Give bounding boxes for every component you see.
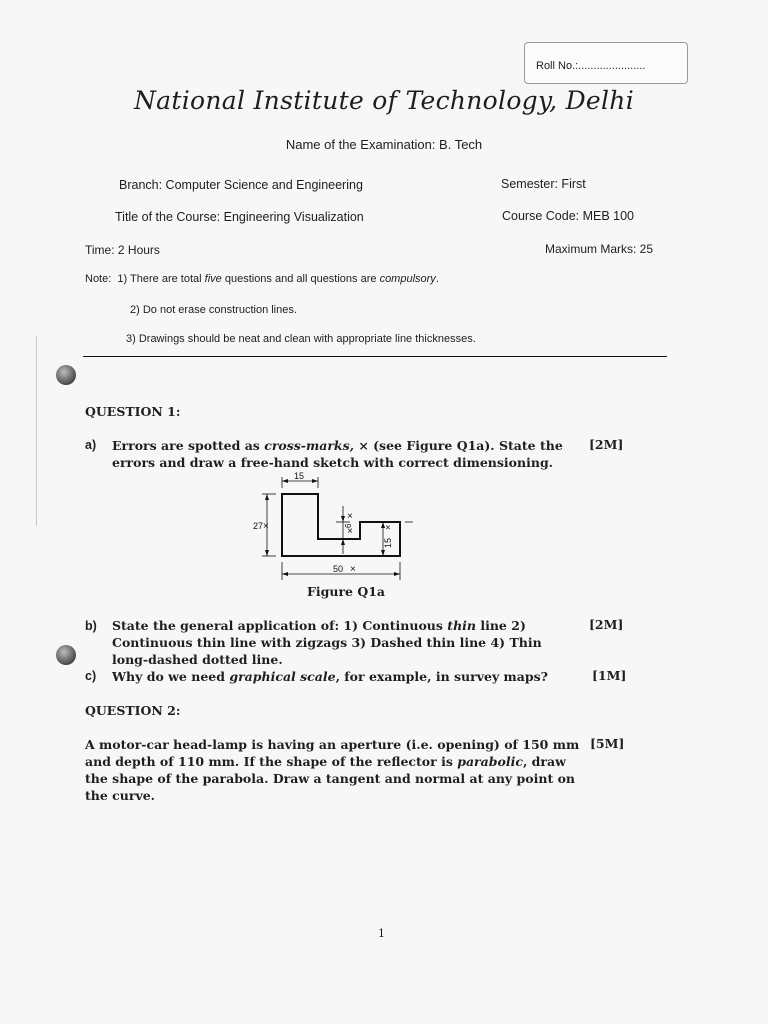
q1c-text-2: , for example, in survey maps? xyxy=(335,669,548,684)
q2-text xyxy=(85,736,580,804)
semester: Semester: First xyxy=(501,177,586,191)
q2-parabolic: parabolic xyxy=(457,754,523,769)
q1a-text-2: × (see Figure Q1a). State the errors and draw a free-hand sketch with correct dimensioning. xyxy=(112,438,563,470)
q1c-text xyxy=(112,668,580,685)
q1c-graphical-scale: graphical scale xyxy=(229,669,336,684)
q1b-text xyxy=(112,617,580,668)
note-1-text: 1) There are total xyxy=(117,273,205,285)
page-number: 1 xyxy=(378,927,385,940)
max-marks: Maximum Marks: 25 xyxy=(545,242,654,256)
note-1 xyxy=(85,273,439,285)
course-code: Course Code: MEB 100 xyxy=(502,209,635,223)
note-1-text-2: questions and all questions are xyxy=(221,273,380,285)
q1b-text-2: line 2) Continuous thin line with zigzags 3) Dashed thin line 4) Thin long-dashed dotted line. xyxy=(112,618,542,667)
q1b-marks: [2M] xyxy=(589,617,624,632)
q1a-text-1: Errors are spotted as xyxy=(112,438,265,453)
cross-mark-inner-top: × xyxy=(347,511,353,522)
q1a-cross-marks: cross-marks, xyxy=(264,438,354,453)
roll-number-box xyxy=(524,42,688,84)
q1b-label: b) xyxy=(85,619,97,633)
dim-bottom-label: 50 xyxy=(333,564,344,574)
roll-number-label: Roll No.:...................... xyxy=(536,60,646,72)
margin-line xyxy=(36,336,37,526)
note-1-compulsory: compulsory xyxy=(379,273,436,285)
note-2: 2) Do not erase construction lines. xyxy=(130,304,297,316)
q2-marks: [5M] xyxy=(590,736,625,751)
branch: Branch: Computer Science and Engineering xyxy=(119,178,363,192)
note-1-end: . xyxy=(435,273,439,285)
punch-hole-top xyxy=(56,365,76,385)
cross-mark-left: × xyxy=(263,521,269,532)
q1c-label: c) xyxy=(85,669,97,683)
dim-top-label: 15 xyxy=(294,471,305,481)
note-3: 3) Drawings should be neat and clean with appropriate line thicknesses. xyxy=(126,333,476,345)
figure-q1a xyxy=(250,468,415,583)
cross-mark-right: × xyxy=(383,524,393,530)
note-1-five: five xyxy=(204,273,222,285)
q2-text-1: A motor-car head-lamp is having an aperture (i.e. opening) of 150 mm and depth of 110 mm. If the shape of the reflector is xyxy=(85,737,580,769)
q1a-marks: [2M] xyxy=(589,437,624,452)
cross-mark-bottom: × xyxy=(350,564,356,575)
q1c-text-1: Why do we need xyxy=(112,669,230,684)
dim-right-label: 15 xyxy=(383,537,393,548)
q2-text-2: , draw the shape of the parabola. Draw a tangent and normal at any point on the curve. xyxy=(85,754,575,803)
q1c-marks: [1M] xyxy=(592,668,627,683)
q1b-text-1: State the general application of: 1) Continuous xyxy=(112,618,448,633)
time: Time: 2 Hours xyxy=(85,243,160,257)
q1a-text xyxy=(112,437,580,471)
dim-inner-label: 6 xyxy=(344,523,353,528)
punch-hole-bottom xyxy=(56,645,76,665)
course-title: Title of the Course: Engineering Visualization xyxy=(115,210,364,224)
question-2-heading: QUESTION 2: xyxy=(85,703,181,718)
cross-mark-inner: × xyxy=(347,526,353,537)
figure-caption: Figure Q1a xyxy=(307,584,386,599)
institute-title: National Institute of Technology, Delhi xyxy=(133,86,635,115)
question-1-heading: QUESTION 1: xyxy=(85,404,181,419)
q1a-label: a) xyxy=(85,438,97,452)
divider xyxy=(83,356,667,357)
dim-left-label: 27 xyxy=(253,521,264,531)
exam-name: Name of the Examination: B. Tech xyxy=(285,137,483,152)
q1b-thin: thin xyxy=(447,618,476,633)
note-label: Note: xyxy=(85,273,112,285)
